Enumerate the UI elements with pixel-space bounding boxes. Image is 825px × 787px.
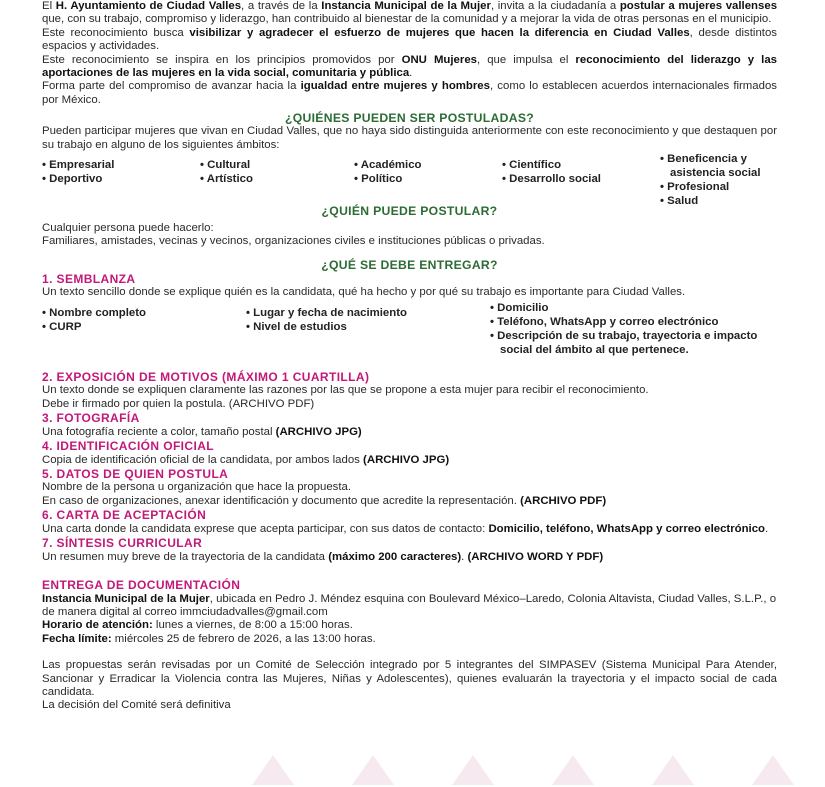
- datos-line-2: [42, 495, 777, 508]
- bold-text: igualdad entre mujeres y hombres: [300, 80, 490, 93]
- text: lunes a viernes, de 8:00 a 15:00 horas.: [152, 619, 353, 632]
- decorative-shape: [650, 753, 696, 787]
- ambito-item: • Salud: [660, 194, 778, 208]
- semblanza-column-1: [42, 306, 146, 334]
- datos-line-1: Nombre de la persona u organización que hace la propuesta.: [42, 481, 352, 494]
- entrega-place: [42, 593, 777, 620]
- text: El: [42, 0, 56, 12]
- text: , que impulsa el: [477, 53, 576, 66]
- bold-text: (máximo 200 caracteres): [328, 550, 462, 563]
- section-heading-entregar: ¿QUÉ SE DEBE ENTREGAR?: [321, 257, 498, 272]
- ambito-item: • Profesional: [660, 180, 778, 194]
- intro-paragraph-4: [42, 80, 777, 107]
- requirement-title-semblanza: 1. SEMBLANZA: [42, 271, 136, 286]
- comite-text: Las propuestas serán revisadas por un Comité de Selección integrado por 5 integrantes del SIMPASEV (Sistema Municipal Para Atender, Sancionar y Erradicar la Violencia contra las Mujeres, Niñas y Adolescentes), quienes evaluarán la trayectoria y el impacto social de cada candidata.: [42, 659, 777, 698]
- bold-text: H. Ayuntamiento de Ciudad Valles: [55, 0, 242, 12]
- ambito-item: • Empresarial: [42, 158, 117, 172]
- decorative-shape: [350, 753, 396, 787]
- requirement-title-identificacion: 4. IDENTIFICACIÓN OFICIAL: [42, 439, 214, 453]
- bold-text: Domicilio, teléfono, WhatsApp y correo electrónico: [488, 522, 766, 535]
- file-type: (ARCHIVO PDF): [520, 494, 607, 507]
- ambitos-column-1: [42, 158, 117, 186]
- text: , invita a la ciudadanía a: [490, 0, 620, 12]
- requirement-title-carta: 6. CARTA DE ACEPTACIÓN: [42, 508, 207, 523]
- ambito-item: • Desarrollo social: [502, 172, 601, 186]
- ambitos-column-3: [354, 158, 425, 186]
- semblanza-item: • Nivel de estudios: [246, 320, 407, 334]
- text: .: [409, 67, 413, 80]
- bold-text: visibilizar y agradecer el esfuerzo de mujeres que hacen la diferencia en Ciudad Valles: [189, 26, 690, 39]
- convocatoria-document: [42, 0, 777, 713]
- text: , ubicada en Pedro J. Méndez esquina con Boulevard México–Laredo, Colonia Altavista, Ciudad Valles, S.L.P., o de manera digital al correo: [42, 592, 777, 618]
- text: miércoles 25 de febrero de 2026, a las 13:00 horas.: [111, 632, 376, 645]
- requirement-title-sintesis: 7. SÍNTESIS CURRICULAR: [42, 536, 203, 551]
- bold-text: postular a mujeres vallenses: [619, 0, 778, 12]
- text: que, con su trabajo, compromiso y liderazgo, han contribuido al bienestar de la comunidad y a mejorar la vida de otras personas en el municipio.: [42, 13, 772, 26]
- bold-text: Instancia Municipal de la Mujer: [42, 592, 210, 605]
- exposicion-line-2: Debe ir firmado por quien la postula. (ARCHIVO PDF): [42, 397, 315, 410]
- ambitos-list: [42, 153, 777, 219]
- ambito-item: • Político: [354, 172, 425, 186]
- text: .: [765, 522, 769, 535]
- text: Forma parte del compromiso de avanzar hacia la: [42, 80, 301, 93]
- bold-text: ONU Mujeres: [401, 53, 477, 66]
- section-heading-entrega: ENTREGA DE DOCUMENTACIÓN: [42, 578, 241, 593]
- section-heading-quien: ¿QUIÉN PUEDE POSTULAR?: [321, 204, 498, 219]
- entrega-fecha: [42, 633, 777, 646]
- semblanza-item: • CURP: [42, 320, 146, 334]
- bold-text: reconocimiento del liderazgo y las aportaciones de las mujeres en la vida social, comunitaria y pública: [42, 53, 777, 80]
- text: , desde distintos espacios y actividades.: [42, 26, 777, 53]
- text: Una fotografía reciente a color, tamaño postal: [42, 425, 276, 438]
- exposicion-line-1: Un texto donde se expliquen claramente las razones por las que se propone a esta mujer para recibir el reconocimiento.: [42, 384, 649, 397]
- requirement-title-datos: 5. DATOS DE QUIEN POSTULA: [42, 466, 229, 481]
- ambito-item: • Deportivo: [42, 172, 117, 186]
- decision-text: La decisión del Comité será definitiva: [42, 699, 231, 712]
- intro-paragraph-1: [42, 0, 777, 27]
- text: , a través de la: [241, 0, 322, 12]
- intro-paragraph-2: [42, 27, 777, 54]
- semblanza-item: • Domicilio: [490, 301, 790, 315]
- text: .: [461, 550, 468, 563]
- email-link[interactable]: immciudadvalles@gmail.com: [180, 605, 328, 618]
- bold-text: Instancia Municipal de la Mujer: [321, 0, 491, 12]
- decorative-shape: [250, 753, 296, 787]
- quien-line-2: Familiares, amistades, vecinas y vecinos, organizaciones civiles e instituciones públicas o privadas.: [42, 235, 545, 248]
- ambito-item: • Académico: [354, 158, 425, 172]
- semblanza-column-2: [246, 306, 407, 334]
- text: Una carta donde la candidata exprese que acepta participar, con sus datos de contacto:: [42, 522, 489, 535]
- semblanza-items: [42, 301, 777, 364]
- semblanza-item: • Nombre completo: [42, 306, 146, 320]
- intro-paragraph-3: [42, 54, 777, 81]
- semblanza-item: • Teléfono, WhatsApp y correo electrónico: [490, 315, 790, 329]
- ambito-item: • Beneficencia y asistencia social: [660, 152, 778, 180]
- file-type: (ARCHIVO JPG): [363, 453, 450, 466]
- label: Fecha límite:: [42, 632, 112, 645]
- requirement-title-fotografia: 3. FOTOGRAFÍA: [42, 411, 140, 426]
- text: Copia de identificación oficial de la candidata, por ambos lados: [42, 453, 364, 466]
- ambitos-column-2: [200, 158, 256, 186]
- decorative-shape: [750, 753, 796, 787]
- file-type: (ARCHIVO JPG): [275, 425, 362, 438]
- quien-line-1: Cualquier persona puede hacerlo:: [42, 222, 214, 235]
- section-heading-quienes: ¿QUIÉNES PUEDEN SER POSTULADAS?: [284, 111, 534, 126]
- decorative-shape: [450, 753, 496, 787]
- ambitos-column-4: [502, 158, 601, 186]
- text: En caso de organizaciones, anexar identificación y documento que acredite la representación.: [42, 494, 521, 507]
- decorative-shape: [550, 753, 596, 787]
- label: Horario de atención:: [42, 619, 153, 632]
- semblanza-item: • Descripción de su trabajo, trayectoria e impacto social del ámbito al que pertenece.: [490, 329, 790, 357]
- text: Un resumen muy breve de la trayectoria de la candidata: [42, 550, 329, 563]
- sintesis-text: [42, 551, 777, 564]
- text: Este reconocimiento busca: [42, 26, 190, 39]
- carta-text: [42, 523, 777, 536]
- text: , como lo establecen acuerdos internacionales firmados por México.: [42, 80, 777, 106]
- ambito-item: • Científico: [502, 158, 601, 172]
- entrega-horario: [42, 619, 777, 632]
- quienes-text: Pueden participar mujeres que vivan en Ciudad Valles, que no haya sido distinguida anteriormente con este reconocimiento y que destaquen por su trabajo en alguno de los siguientes ámbitos:: [42, 125, 777, 151]
- semblanza-text: Un texto sencillo donde se explique quién es la candidata, qué ha hecho y por qué su trabajo es importante para Ciudad Valles.: [42, 286, 686, 299]
- semblanza-column-3: [490, 301, 790, 357]
- semblanza-item: • Lugar y fecha de nacimiento: [246, 306, 407, 320]
- ambitos-column-5: [660, 152, 778, 208]
- fotografia-text: [42, 426, 777, 439]
- ambito-item: • Artístico: [200, 172, 256, 186]
- text: Este reconocimiento se inspira en los principios promovidos por: [42, 53, 402, 66]
- ambito-item: • Cultural: [200, 158, 256, 172]
- identificacion-text: [42, 454, 777, 467]
- requirement-title-exposicion: 2. EXPOSICIÓN DE MOTIVOS (MÁXIMO 1 CUARTILLA): [42, 369, 370, 384]
- file-type: (ARCHIVO WORD Y PDF): [467, 550, 604, 563]
